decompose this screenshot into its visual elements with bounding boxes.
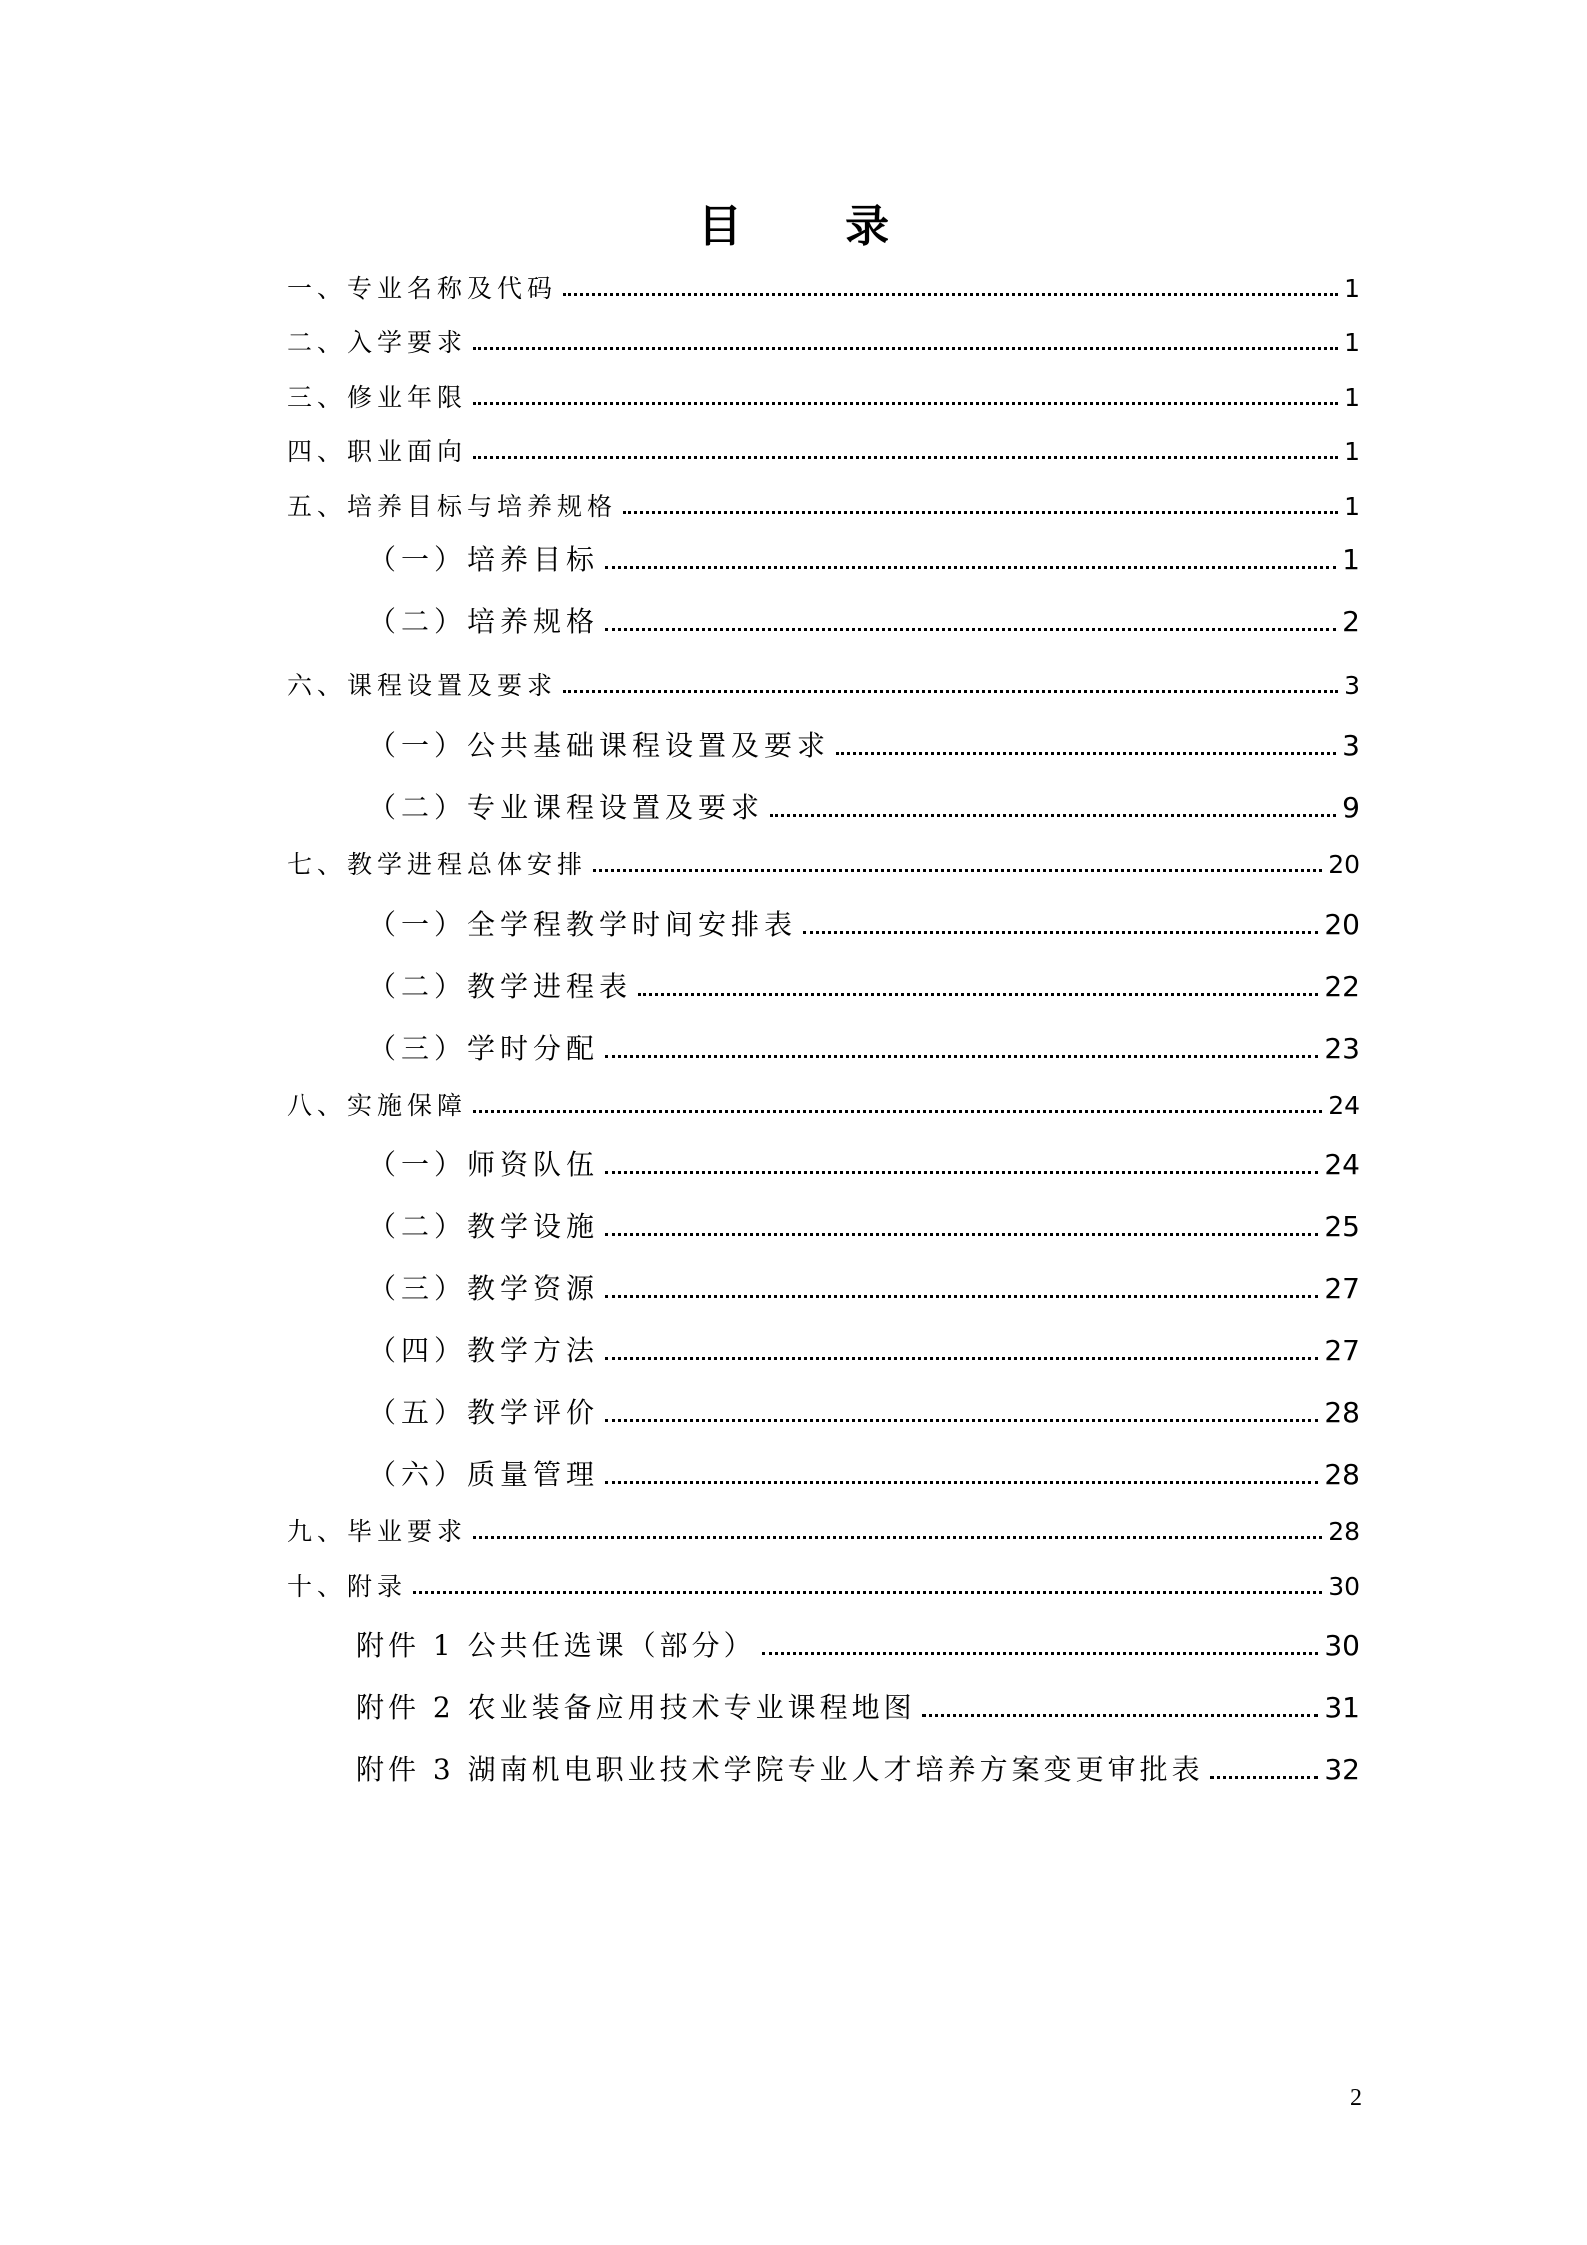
toc-entry-label: 附件 3 湖南机电职业技术学院专业人才培养方案变更审批表 <box>356 1753 1204 1786</box>
toc-entry-page: 1 <box>1344 274 1360 303</box>
toc-entry[interactable] <box>356 1616 1360 1660</box>
toc-dot-leader <box>473 347 1338 350</box>
toc-entry-page: 3 <box>1342 729 1360 762</box>
toc-entry-page: 1 <box>1344 328 1360 357</box>
toc-dot-leader <box>605 1055 1318 1058</box>
page-number: 2 <box>1350 2085 1362 2111</box>
toc-entry-page: 9 <box>1342 791 1360 824</box>
toc-entry-page: 28 <box>1324 1458 1360 1491</box>
toc-dot-leader <box>605 1481 1318 1484</box>
toc-entry-label: 五、培养目标与培养规格 <box>287 492 618 521</box>
toc-entry-label: （三）教学资源 <box>368 1272 600 1305</box>
toc-dot-leader <box>623 511 1338 514</box>
toc-entry[interactable] <box>287 1078 1360 1118</box>
toc-entry-page: 24 <box>1328 1091 1360 1120</box>
page-title: 目 录 <box>697 201 934 252</box>
toc-entry-label: （三）学时分配 <box>368 1032 600 1065</box>
toc-dot-leader <box>605 1233 1318 1236</box>
toc-entry-label: 十、附录 <box>287 1572 408 1601</box>
toc-dot-leader <box>605 1419 1318 1422</box>
toc-entry[interactable] <box>287 315 1360 355</box>
toc-dot-leader <box>605 1171 1318 1174</box>
toc-entry[interactable] <box>368 778 1360 822</box>
toc-entry-label: 六、课程设置及要求 <box>287 671 558 700</box>
toc-entry-page: 30 <box>1324 1629 1360 1662</box>
toc-dot-leader <box>563 690 1338 693</box>
toc-entry-label: （一）公共基础课程设置及要求 <box>368 729 831 762</box>
toc-dot-leader <box>473 456 1338 459</box>
toc-entry-label: 三、修业年限 <box>287 383 468 412</box>
toc-entry-page: 28 <box>1328 1517 1360 1546</box>
toc-dot-leader <box>605 1357 1318 1360</box>
toc-dot-leader <box>563 293 1338 296</box>
toc-entry-label: （二）教学进程表 <box>368 970 633 1003</box>
toc-entry[interactable] <box>368 957 1360 1001</box>
toc-entry-page: 28 <box>1324 1396 1360 1429</box>
toc-entry-page: 27 <box>1324 1272 1360 1305</box>
toc-entry-label: （二）培养规格 <box>368 605 600 638</box>
toc-entry-page: 30 <box>1328 1572 1360 1601</box>
toc-dot-leader <box>593 869 1322 872</box>
toc-entry-label: 附件 1 公共任选课（部分） <box>356 1629 756 1662</box>
toc-entry[interactable] <box>356 1678 1360 1722</box>
toc-entry-page: 23 <box>1324 1032 1360 1065</box>
toc-dot-leader <box>770 814 1336 817</box>
toc-entry-label: （二）专业课程设置及要求 <box>368 791 765 824</box>
toc-entry-label: （四）教学方法 <box>368 1334 600 1367</box>
toc-dot-leader <box>922 1714 1319 1717</box>
toc-entry[interactable] <box>368 1383 1360 1427</box>
toc-entry[interactable] <box>368 1135 1360 1179</box>
toc-entry[interactable] <box>368 1019 1360 1063</box>
toc-entry-label: 八、实施保障 <box>287 1091 468 1120</box>
toc-entry[interactable] <box>368 895 1360 939</box>
toc-entry-label: （六）质量管理 <box>368 1458 600 1491</box>
toc-entry[interactable] <box>368 1197 1360 1241</box>
toc-entry-page: 27 <box>1324 1334 1360 1367</box>
toc-entry-page: 20 <box>1324 908 1360 941</box>
toc-dot-leader <box>762 1652 1319 1655</box>
toc-entry-page: 31 <box>1324 1691 1360 1724</box>
toc-entry-label: 一、专业名称及代码 <box>287 274 558 303</box>
toc-entry[interactable] <box>287 370 1360 410</box>
toc-dot-leader <box>803 931 1318 934</box>
toc-dot-leader <box>473 402 1338 405</box>
toc-dot-leader <box>605 566 1336 569</box>
toc-entry-page: 1 <box>1344 383 1360 412</box>
toc-entry-page: 24 <box>1324 1148 1360 1181</box>
toc-entry[interactable] <box>287 261 1360 301</box>
toc-entry[interactable] <box>356 1740 1360 1784</box>
toc-dot-leader <box>1210 1776 1319 1779</box>
toc-entry-page: 1 <box>1342 543 1360 576</box>
toc-entry-page: 32 <box>1324 1753 1360 1786</box>
toc-entry-label: （一）师资队伍 <box>368 1148 600 1181</box>
toc-dot-leader <box>473 1536 1322 1539</box>
toc-entry[interactable] <box>368 716 1360 760</box>
toc-dot-leader <box>473 1110 1322 1113</box>
toc-entry-page: 25 <box>1324 1210 1360 1243</box>
toc-entry-page: 20 <box>1328 850 1360 879</box>
toc-entry[interactable] <box>287 1559 1360 1599</box>
toc-dot-leader <box>605 1295 1318 1298</box>
toc-entry[interactable] <box>287 424 1360 464</box>
toc-dot-leader <box>413 1591 1322 1594</box>
toc-entry[interactable] <box>287 837 1360 877</box>
toc-entry-label: 附件 2 农业装备应用技术专业课程地图 <box>356 1691 916 1724</box>
toc-entry-label: （一）培养目标 <box>368 543 600 576</box>
toc-entry-page: 3 <box>1344 671 1360 700</box>
toc-dot-leader <box>605 628 1336 631</box>
toc-entry-label: （五）教学评价 <box>368 1396 600 1429</box>
toc-entry-label: （一）全学程教学时间安排表 <box>368 908 798 941</box>
toc-entry[interactable] <box>287 658 1360 698</box>
toc-entry[interactable] <box>368 592 1360 636</box>
toc-dot-leader <box>638 993 1318 996</box>
toc-entry-label: 九、毕业要求 <box>287 1517 468 1546</box>
toc-entry-page: 1 <box>1344 492 1360 521</box>
toc-entry-label: 二、入学要求 <box>287 328 468 357</box>
toc-dot-leader <box>836 752 1336 755</box>
toc-entry[interactable] <box>368 1445 1360 1489</box>
toc-entry-page: 22 <box>1324 970 1360 1003</box>
toc-entry-page: 1 <box>1344 437 1360 466</box>
toc-entry[interactable] <box>287 479 1360 519</box>
toc-entry[interactable] <box>368 1321 1360 1365</box>
toc-entry-page: 2 <box>1342 605 1360 638</box>
toc-entry[interactable] <box>287 1504 1360 1544</box>
toc-entry-label: 七、教学进程总体安排 <box>287 850 588 879</box>
toc-entry[interactable] <box>368 1259 1360 1303</box>
toc-entry-label: （二）教学设施 <box>368 1210 600 1243</box>
toc-entry[interactable] <box>368 530 1360 574</box>
toc-entry-label: 四、职业面向 <box>287 437 468 466</box>
